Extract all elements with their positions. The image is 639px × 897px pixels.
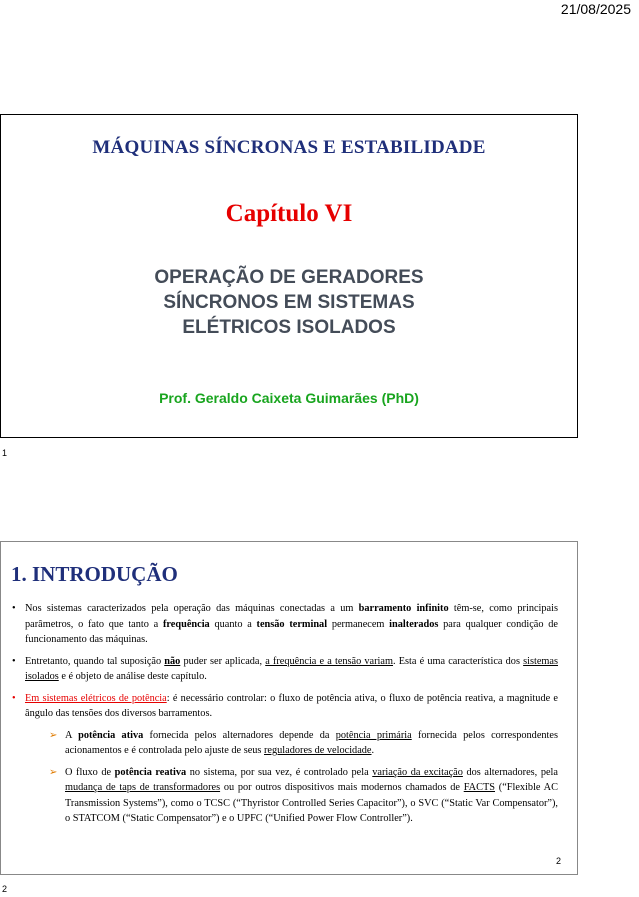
section-title: 1. INTRODUÇÃO: [11, 562, 178, 586]
text-run: O fluxo de: [65, 766, 115, 778]
bullet-paragraph: [7, 601, 558, 648]
sub-bullet-paragraph: [7, 765, 558, 827]
text-run: fornecida pelos alternadores depende da: [143, 729, 336, 741]
subtitle-line: OPERAÇÃO DE GERADORES: [154, 267, 424, 288]
page-number: 2: [2, 884, 8, 894]
bullet-icon: •: [12, 692, 16, 704]
underlined-text: variação da excitação: [372, 766, 463, 778]
slide-body: [7, 601, 558, 833]
slide-number: 2: [555, 856, 561, 866]
bullet-paragraph: [7, 654, 558, 685]
underlined-text: FACTS: [463, 782, 496, 793]
emphasis-text: tensão terminal: [256, 618, 328, 630]
text-run: no sistema, por sua vez, é controlado pela: [186, 766, 373, 778]
text-run: permanecem: [327, 618, 390, 630]
text-run: .: [371, 745, 375, 756]
underlined-text: mudança de taps de transformadores: [65, 782, 221, 793]
text-run: Entretanto, quando tal suposição: [25, 655, 165, 667]
subtitle-line: SÍNCRONOS EM SISTEMAS: [163, 292, 415, 313]
page-number: 1: [2, 448, 8, 458]
sub-bullet-paragraph: [7, 728, 558, 759]
title-slide: [0, 114, 578, 438]
emphasis-text: potência reativa: [114, 766, 187, 778]
text-run: quanto a: [209, 618, 257, 630]
emphasis-text: potência ativa: [78, 729, 144, 741]
text-run: têm-se, como principais parâmetros, o fato que tanto a: [25, 603, 558, 630]
text-run: fornecida pelos correspondentes acionamentos e é controlada pelo ajuste de seus: [65, 729, 558, 756]
course-title: MÁQUINAS SÍNCRONAS E ESTABILIDADE: [92, 137, 486, 158]
text-run: puder ser aplicada,: [180, 655, 266, 667]
document-date: 21/08/2025: [560, 1, 631, 17]
content-slide: [0, 541, 578, 875]
bullet-icon: •: [12, 655, 16, 667]
text-run: A: [65, 729, 79, 741]
emphasis-text: não: [164, 655, 181, 667]
underlined-text: a frequência e a tensão variam: [265, 655, 394, 667]
emphasis-text: inalterados: [389, 618, 439, 630]
text-run: dos alternadores, pela: [462, 766, 558, 778]
text-run: . Esta é uma característica dos: [393, 655, 524, 667]
text-run: Nos sistemas caracterizados pela operação das máquinas conectadas a um: [25, 603, 359, 614]
author-name: Prof. Geraldo Caixeta Guimarães (PhD): [159, 390, 419, 406]
arrow-bullet-icon: ➢: [49, 766, 58, 778]
chapter-heading: Capítulo VI: [225, 200, 353, 227]
bullet-paragraph: [7, 691, 558, 722]
bullet-icon: •: [12, 603, 16, 614]
text-run: ou por outros dispositivos mais modernos chamados de: [220, 782, 464, 793]
subtitle-line: ELÉTRICOS ISOLADOS: [182, 317, 396, 338]
highlighted-text: Em sistemas elétricos de potência: [25, 692, 167, 704]
text-run: : é necessário controlar: o fluxo de potência ativa, o fluxo de potência reativa, a magnitude e ângulo das tensões dos diversos barramentos.: [25, 692, 558, 719]
arrow-bullet-icon: ➢: [49, 729, 58, 741]
underlined-text: sistemas isolados: [25, 655, 559, 682]
emphasis-text: frequência: [162, 618, 210, 630]
text-run: para qualquer condição de funcionamento das máquinas.: [25, 618, 558, 645]
emphasis-text: barramento infinito: [358, 603, 449, 614]
chapter-subtitle: [1, 265, 577, 340]
underlined-text: reguladores de velocidade: [264, 745, 372, 756]
text-run: e é objeto de análise deste capítulo.: [58, 671, 207, 682]
underlined-text: potência primária: [335, 729, 412, 741]
text-run: (“Flexible AC Transmission Systems”), como o TCSC (“Thyristor Controlled Series Capacitor”), o SVC (“Static Var Compensator”), o STATCOM (“Static Compensator”) e o UPFC (“Unified Power Flow Controller”).: [65, 782, 558, 824]
